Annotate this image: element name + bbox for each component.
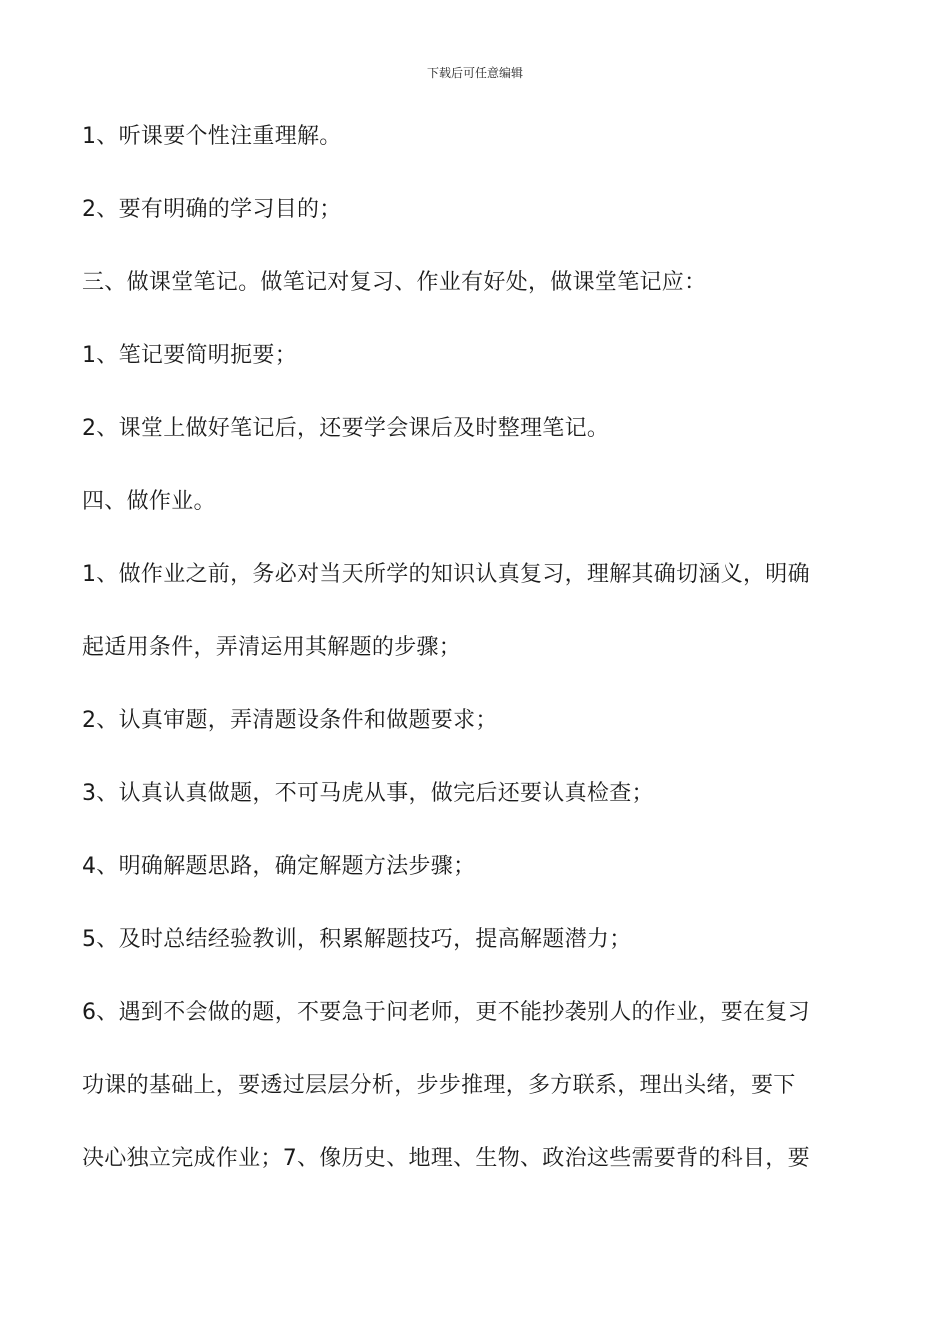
text-line: 5、及时总结经验教训，积累解题技巧，提高解题潜力； [82,927,632,952]
text-line: 2、课堂上做好笔记后，还要学会课后及时整理笔记。 [82,416,610,441]
text-line: 3、认真认真做题，不可马虎从事，做完后还要认真检查； [82,781,654,806]
text-line: 起适用条件，弄清运用其解题的步骤； [82,635,462,660]
text-line: 1、笔记要简明扼要； [82,343,297,368]
text-line: 决心独立完成作业；7、像历史、地理、生物、政治这些需要背的科目，要 [82,1146,810,1171]
text-line: 4、明确解题思路，确定解题方法步骤； [82,854,476,879]
text-line: 2、要有明确的学习目的； [82,197,342,222]
page-header: 下载后可任意编辑 [426,66,523,80]
text-line: 2、认真审题，弄清题设条件和做题要求； [82,708,498,733]
document-body [82,117,872,1212]
text-line: 三、做课堂笔记。做笔记对复习、作业有好处，做课堂笔记应： [82,270,707,295]
text-line: 功课的基础上，要透过层层分析，步步推理，多方联系，理出头绪，要下 [82,1073,796,1098]
text-line: 四、做作业。 [82,489,216,514]
text-line: 1、做作业之前，务必对当天所学的知识认真复习，理解其确切涵义，明确 [82,562,810,587]
text-line: 6、遇到不会做的题，不要急于问老师，更不能抄袭别人的作业，要在复习 [82,1000,810,1025]
text-line: 1、听课要个性注重理解。 [82,124,342,149]
